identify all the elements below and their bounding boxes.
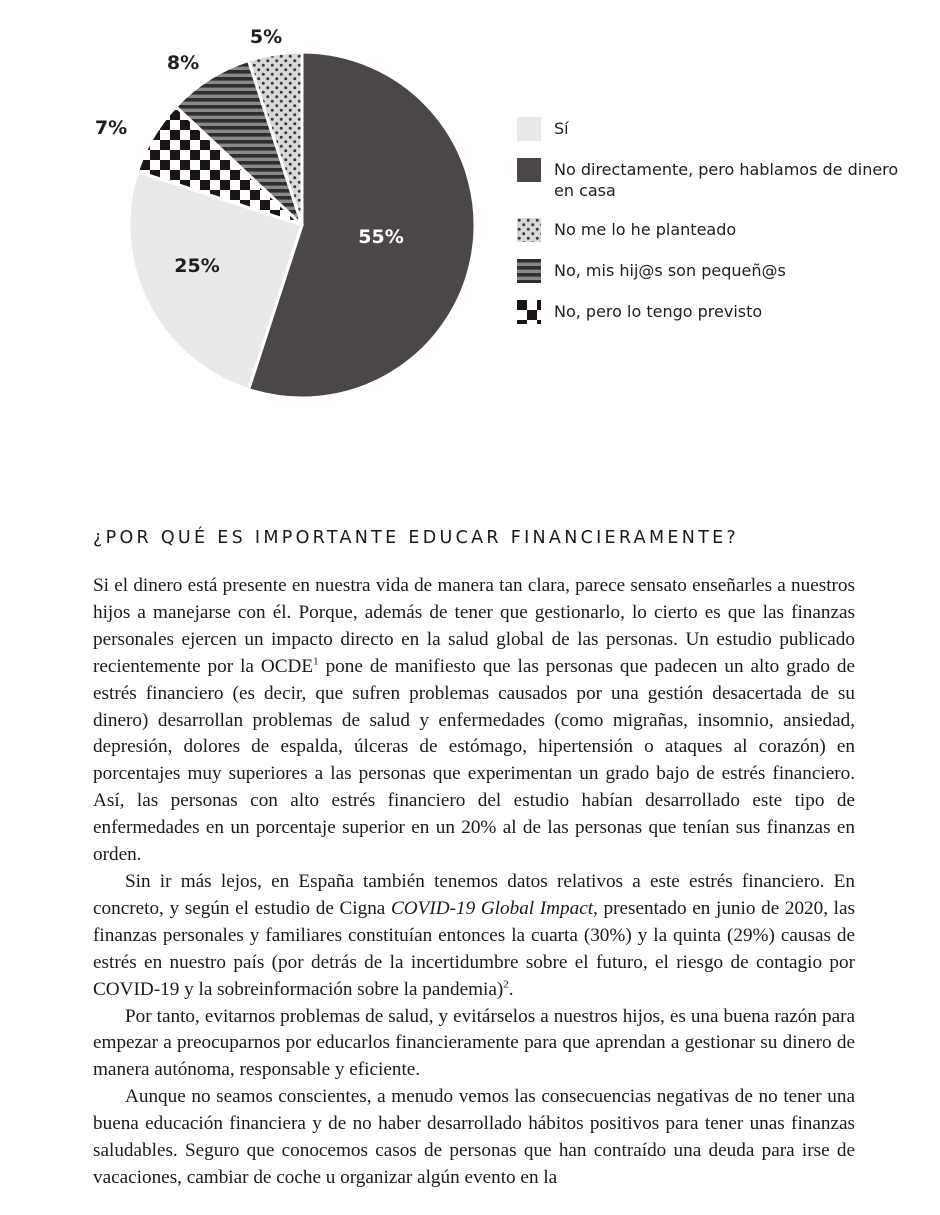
pie-slice-label-no-me-lo-he-planteado: 5% bbox=[249, 26, 283, 48]
legend-label: No directamente, pero hablamos de dinero en casa bbox=[554, 160, 899, 200]
footnote-ref-2[interactable]: 2 bbox=[503, 978, 509, 991]
pie-chart-figure bbox=[0, 0, 940, 420]
chart-legend bbox=[517, 118, 917, 342]
legend-item-no-me-lo-he-planteado bbox=[517, 219, 917, 242]
pie-slice-label-no-directamente-pero-hablamos-de-dinero-en-casa: 55% bbox=[358, 226, 404, 248]
paragraph-2: Sin ir más lejos, en España también tenemos datos relativos a este estrés financiero. En concreto, y según el estudio de Cigna COVID-19 Global Impact, presentado en junio de 2020, las finanzas personales y familiares constituían entonces la cuarta (30%) y la quinta (29%) causas de estrés en nuestro país (por detrás de la incertidumbre sobre el futuro, el riesgo de contagio por COVID-19 y la sobreinformación sobre la pandemia)$^2$. bbox=[93, 870, 855, 1000]
footnote-ref-1[interactable]: 1 bbox=[313, 655, 319, 668]
pie-slice-label-no-pero-lo-tengo-previsto: 7% bbox=[94, 117, 128, 139]
legend-label: No, mis hij@s son pequeñ@s bbox=[554, 261, 786, 280]
legend-swatch bbox=[517, 300, 541, 324]
section-heading: ¿POR QUÉ ES IMPORTANTE EDUCAR FINANCIERAMENTE? bbox=[93, 528, 740, 548]
pie-slice-label-no-mis-hij-s-son-pequen-s: 8% bbox=[166, 52, 200, 74]
legend-swatch bbox=[517, 218, 541, 242]
legend-item-no-pero-lo-tengo-previsto bbox=[517, 301, 917, 324]
legend-label: No me lo he planteado bbox=[554, 220, 737, 239]
paragraph-4: Aunque no seamos conscientes, a menudo vemos las consecuencias negativas de no tener una buena educación financiera y de no haber desarrollado hábitos positivos para tener unas finanzas saludables. Seguro que conocemos casos de personas que han contraído una deuda para irse de vacaciones, cambiar de coche u organizar algún evento en la bbox=[93, 1086, 855, 1188]
legend-item-no-mis-hij-s-son-pequen-s bbox=[517, 260, 917, 283]
legend-item-si bbox=[517, 118, 917, 141]
paragraph-3: Por tanto, evitarnos problemas de salud, y evitárselos a nuestros hijos, es una buena razón para empezar a preocuparnos por educarlos financieramente para que aprendan a gestionar su dinero de manera autónoma, responsable y eficiente. bbox=[93, 1005, 855, 1081]
legend-item-no-directamente-pero-hablamos-de-dinero-en-casa bbox=[517, 159, 917, 201]
pie-slice-label-si: 25% bbox=[174, 255, 220, 277]
paragraph-1: Si el dinero está presente en nuestra vida de manera tan clara, parece sensato enseñarles a nuestros hijos a manejarse con él. Porque, además de tener que gestionarlo, lo cierto es que las finanzas personales ejercen un impacto directo en la salud global de las personas. Un estudio publicado recientemente por la OCDE$^1$ pone de manifiesto que las personas que padecen un alto grado de estrés financiero (es decir, que sufren problemas causados por una gestión desacertada de su dinero) desarrollan problemas de salud y enfermedades (como migrañas, insomnio, ansiedad, depresión, dolores de espalda, úlceras de estómago, hipertensión o ataques al corazón) en porcentajes muy superiores a las personas que experimentan un grado bajo de estrés financiero. Así, las personas con alto estrés financiero del estudio habían desarrollado este tipo de enfermedades en un porcentaje superior en un 20% al de las personas que tenían sus finanzas en orden. bbox=[93, 575, 855, 866]
pie-chart bbox=[0, 0, 520, 420]
legend-label: Sí bbox=[554, 119, 569, 138]
legend-label: No, pero lo tengo previsto bbox=[554, 302, 763, 321]
legend-swatch bbox=[517, 158, 541, 182]
legend-swatch bbox=[517, 259, 541, 283]
legend-swatch bbox=[517, 117, 541, 141]
article-body bbox=[93, 573, 855, 1192]
